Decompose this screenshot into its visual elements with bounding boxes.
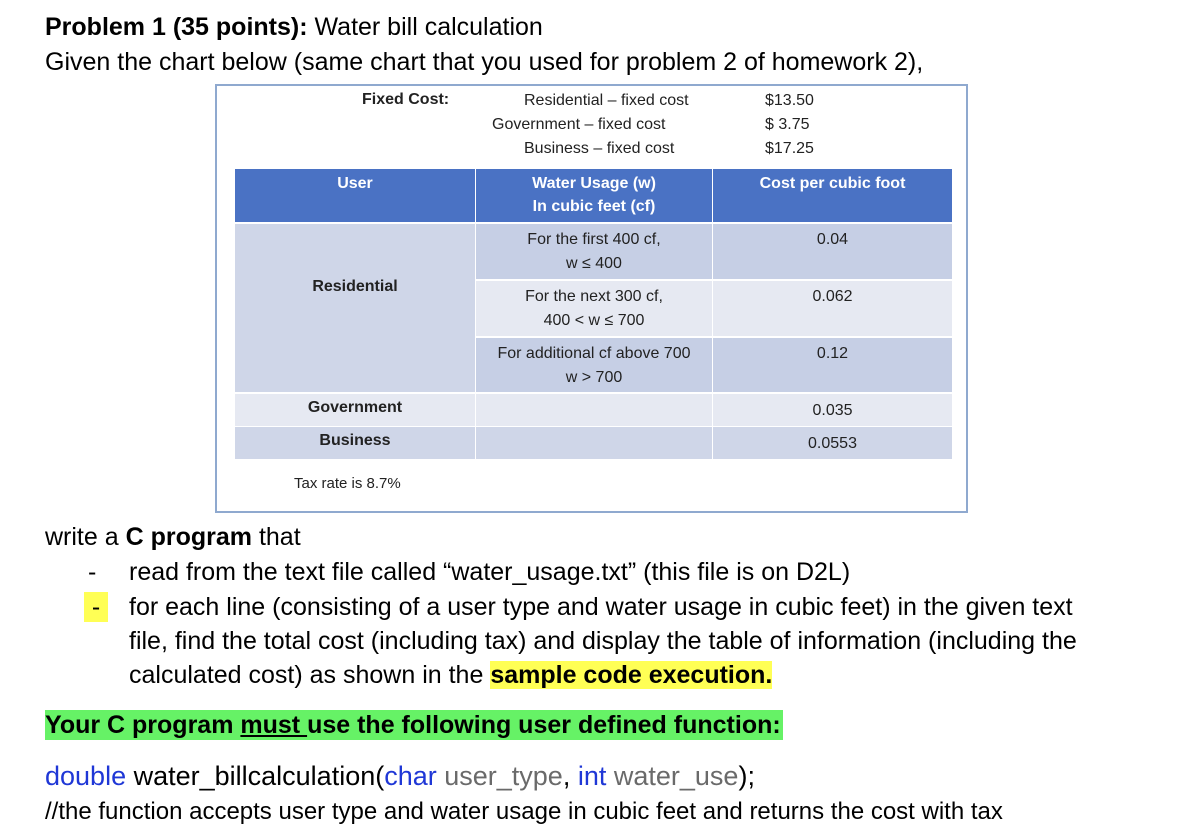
function-close: );	[738, 761, 755, 791]
bullet-2-dash: -	[84, 592, 108, 622]
residential-label: Residential	[312, 278, 398, 295]
tier-3-usage-cell	[476, 338, 712, 392]
header-user-cell	[235, 169, 475, 222]
requirement-banner	[45, 710, 783, 740]
tier-3-rate-cell	[713, 338, 952, 392]
tier-1-rate: 0.04	[816, 231, 849, 248]
header-usage-line1: Water Usage (w)	[532, 175, 656, 192]
header-usage-cell	[476, 169, 712, 222]
tier-2-usage-cell	[476, 281, 712, 336]
tier-1-rate-cell	[713, 224, 952, 279]
function-prototype	[45, 760, 755, 792]
tier-1-line1: For the first 400 cf,	[527, 231, 661, 248]
tier-1-line2: w ≤ 400	[566, 255, 622, 272]
business-user-cell	[235, 427, 475, 459]
header-cost: Cost per cubic foot	[759, 175, 906, 192]
header-usage-line2: In cubic feet (cf)	[532, 198, 656, 215]
government-user-cell	[235, 394, 475, 426]
problem-title	[45, 12, 543, 42]
business-usage-cell	[476, 427, 712, 459]
return-type: double	[45, 761, 127, 791]
header-cost-cell	[713, 169, 952, 222]
param-separator: ,	[562, 761, 578, 791]
fixed-cost-label: Fixed Cost:	[362, 91, 450, 108]
function-comment: //the function accepts user type and water usage in cubic feet and returns the cost with tax	[45, 798, 1003, 825]
param1-name: user_type	[436, 761, 563, 791]
water-rate-chart	[215, 84, 968, 513]
param2-name: water_use	[606, 761, 739, 791]
tier-2-line2: 400 < w ≤ 700	[543, 312, 645, 329]
tier-3-rate: 0.12	[816, 345, 849, 362]
bullet-1-text: read from the text file called “water_usage.txt” (this file is on D2L)	[129, 558, 851, 586]
param2-type: int	[577, 761, 607, 791]
government-usage-cell	[476, 394, 712, 426]
business-label: Business	[319, 432, 391, 449]
fixed-cost-government-label: Government – fixed cost	[492, 116, 666, 133]
bullet-2-line3-pre: calculated cost) as shown in the	[129, 661, 491, 689]
problem-title-rest: Water bill calculation	[307, 13, 543, 41]
government-rate-cell	[713, 394, 952, 426]
fixed-cost-business-value: $17.25	[765, 140, 814, 157]
business-rate: 0.0553	[808, 435, 857, 452]
tax-note: Tax rate is 8.7%	[294, 475, 401, 492]
tier-1-usage-cell	[476, 224, 712, 279]
header-user: User	[337, 175, 373, 192]
fixed-cost-government-value: $ 3.75	[765, 116, 810, 133]
fixed-cost-residential-value: $13.50	[765, 92, 814, 109]
task-intro	[45, 522, 301, 552]
sample-code-highlight: sample code execution.	[490, 661, 773, 689]
tier-3-line1: For additional cf above 700	[497, 345, 691, 362]
fixed-cost-business-label: Business – fixed cost	[524, 140, 675, 157]
bullet-2-line2: file, find the total cost (including tax) and display the table of information (including the	[129, 627, 1077, 655]
tier-2-rate-cell	[713, 281, 952, 336]
task-intro-pre: write a	[45, 523, 126, 551]
tier-2-line1: For the next 300 cf,	[525, 288, 663, 305]
tier-3-line2: w > 700	[565, 369, 623, 386]
param1-type: char	[384, 761, 437, 791]
residential-cell	[235, 224, 475, 392]
government-label: Government	[307, 399, 403, 416]
government-rate: 0.035	[812, 402, 853, 419]
bullet-1-dash: -	[88, 558, 97, 586]
task-intro-bold: C program	[125, 523, 252, 551]
requirement-pre: Your C program	[45, 711, 241, 739]
tier-2-rate: 0.062	[812, 288, 853, 305]
bullet-2-line1: for each line (consisting of a user type and water usage in cubic feet) in the given text	[129, 593, 1073, 621]
problem-title-bold: Problem 1 (35 points):	[45, 13, 308, 41]
requirement-post: use the following user defined function:	[307, 711, 781, 739]
requirement-must: must	[240, 711, 308, 739]
business-rate-cell	[713, 427, 952, 459]
task-intro-post: that	[252, 523, 301, 551]
problem-intro: Given the chart below (same chart that you used for problem 2 of homework 2),	[45, 48, 924, 76]
fixed-cost-residential-label: Residential – fixed cost	[524, 92, 689, 109]
bullet-2-line3	[129, 660, 772, 690]
function-name: water_billcalculation(	[126, 761, 385, 791]
